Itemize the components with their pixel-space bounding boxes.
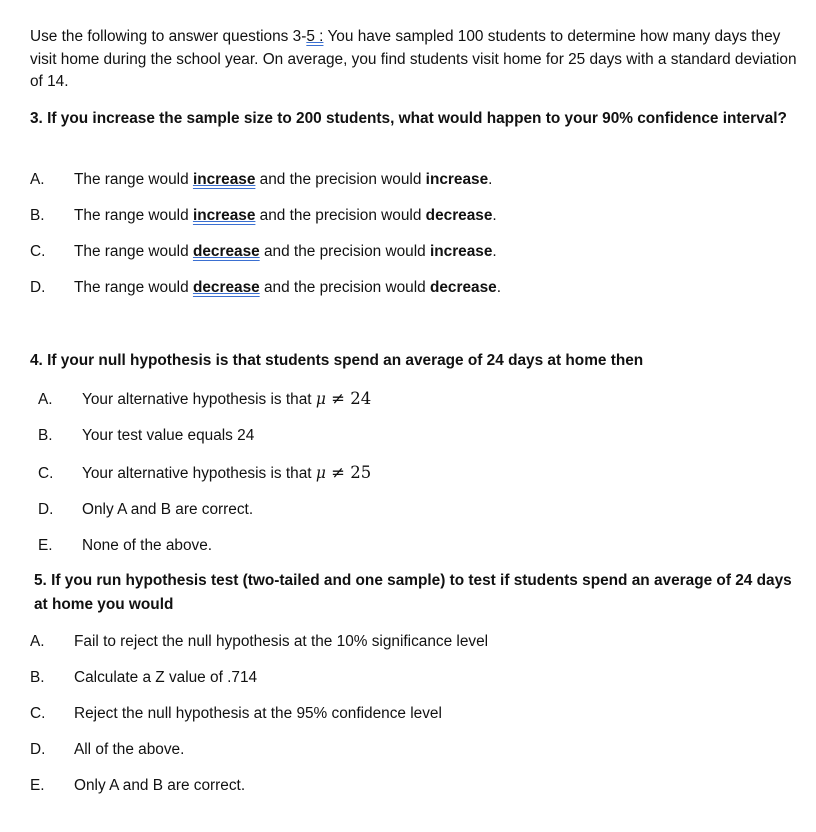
option-letter: C. <box>30 705 46 722</box>
q5-option-b[interactable] <box>30 668 800 688</box>
q5-option-d[interactable] <box>30 740 800 760</box>
option-letter: A. <box>38 391 53 408</box>
option-text: Your test value equals 24 <box>82 427 255 444</box>
option-text: . <box>492 207 497 224</box>
option-letter: B. <box>30 669 45 686</box>
option-letter: B. <box>38 427 53 444</box>
option-text: The range would <box>74 171 193 188</box>
option-text: Only A and B are correct. <box>74 777 246 794</box>
q4-option-d[interactable] <box>30 500 800 520</box>
question-3-title: 3. If you increase the sample size to 200 students, what would happen to your 90% confidence interval? <box>30 110 787 127</box>
mu-symbol: μ <box>315 390 326 408</box>
q4-option-b[interactable] <box>30 426 800 446</box>
option-text: Only A and B are correct. <box>82 501 254 518</box>
question-5-title: 5. If you run hypothesis test (two-tailed and one sample) to test if students spend an average of 24 days at home you would <box>34 572 792 613</box>
option-keyword: increase <box>192 207 256 224</box>
option-text: The range would <box>74 279 193 296</box>
option-letter: A. <box>30 633 45 650</box>
intro-text: Use the following to answer questions 3- <box>30 28 307 45</box>
option-text: Calculate a Z value of .714 <box>74 669 258 686</box>
option-text: The range would <box>74 207 193 224</box>
q4-option-c[interactable] <box>30 463 800 484</box>
option-text: Your alternative hypothesis is that <box>82 465 316 482</box>
option-letter: D. <box>30 741 46 758</box>
option-letter: E. <box>30 777 45 794</box>
option-text: and the precision would <box>259 243 430 260</box>
question-reference: 5 : <box>306 28 324 45</box>
option-text: None of the above. <box>82 537 213 554</box>
option-keyword: increase <box>192 171 256 188</box>
q4-option-e[interactable] <box>30 536 800 556</box>
option-keyword: increase <box>425 171 489 188</box>
option-text: and the precision would <box>255 207 426 224</box>
option-text: and the precision would <box>255 171 426 188</box>
hypothesis-value: 24 <box>350 389 372 408</box>
option-keyword: decrease <box>192 243 260 260</box>
option-text: and the precision would <box>259 279 430 296</box>
q4-option-a[interactable] <box>30 389 800 410</box>
not-equal-symbol: ≠ <box>325 463 351 482</box>
option-text: . <box>488 171 493 188</box>
mu-symbol: μ <box>315 464 326 482</box>
q3-option-b[interactable] <box>30 206 800 226</box>
option-letter: D. <box>38 501 54 518</box>
option-keyword: decrease <box>192 279 260 296</box>
option-text: Reject the null hypothesis at the 95% confidence level <box>74 705 442 722</box>
option-text: . <box>492 243 497 260</box>
option-letter: B. <box>30 207 45 224</box>
q5-option-a[interactable] <box>30 632 800 652</box>
q3-option-d[interactable] <box>30 278 800 298</box>
option-letter: A. <box>30 171 45 188</box>
option-text: Your alternative hypothesis is that <box>82 391 316 408</box>
option-letter: C. <box>38 465 54 482</box>
option-keyword: decrease <box>425 207 493 224</box>
option-keyword: decrease <box>429 279 497 296</box>
option-letter: D. <box>30 279 46 296</box>
intro-text-rest: You have sampled 100 students to determine how many days they visit home during the school year. On average, you find students visit home for 25 days with a standard deviation of 14. <box>30 28 797 90</box>
option-letter: C. <box>30 243 46 260</box>
option-text: The range would <box>74 243 193 260</box>
option-text: . <box>496 279 501 296</box>
question-4-title: 4. If your null hypothesis is that students spend an average of 24 days at home then <box>30 352 644 369</box>
q5-option-c[interactable] <box>30 704 800 724</box>
option-text: Fail to reject the null hypothesis at the 10% significance level <box>74 633 489 650</box>
q5-option-e[interactable] <box>30 776 800 796</box>
q3-option-c[interactable] <box>30 242 800 262</box>
not-equal-symbol: ≠ <box>325 389 351 408</box>
q3-option-a[interactable] <box>30 170 800 190</box>
intro-paragraph <box>30 26 800 94</box>
option-keyword: increase <box>429 243 493 260</box>
option-text: All of the above. <box>74 741 185 758</box>
option-letter: E. <box>38 537 53 554</box>
hypothesis-value: 25 <box>350 463 372 482</box>
